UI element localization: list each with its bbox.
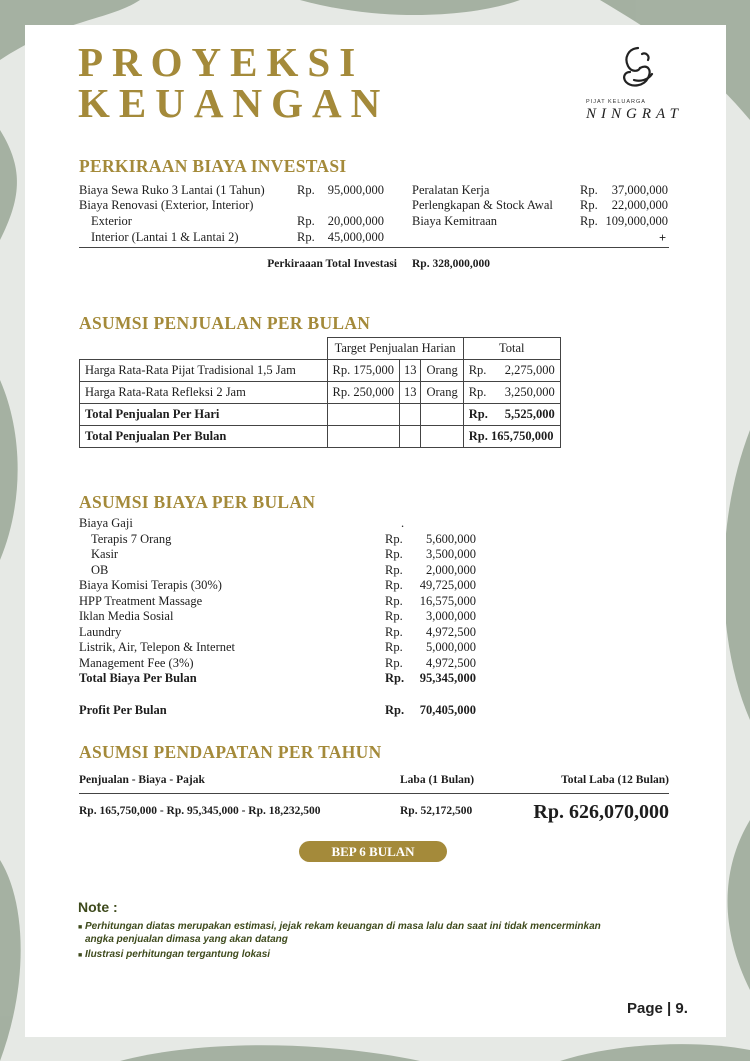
- page-number: Page | 9.: [627, 1000, 688, 1017]
- brand-name: NINGRAT: [586, 106, 683, 122]
- row-unit: Orang: [421, 382, 463, 404]
- costs-heading: ASUMSI BIAYA PER BULAN: [79, 492, 316, 512]
- target-header: Target Penjualan Harian: [327, 338, 463, 360]
- row-total-value: 3,250,000: [504, 385, 555, 399]
- income-yearly: Rp. 626,070,000: [533, 801, 669, 823]
- inv-amount: 109,000,000: [605, 214, 668, 228]
- inv-cur: Rp.: [580, 198, 598, 212]
- cost-currency: Rp.: [385, 531, 403, 546]
- investment-left-row-1: [79, 183, 265, 199]
- table-row: [80, 360, 561, 382]
- row-price: Rp. 250,000: [327, 382, 399, 404]
- investment-heading: PERKIRAAN BIAYA INVESTASI: [79, 156, 347, 176]
- row-unit: Orang: [421, 360, 463, 382]
- cost-currency: Rp.: [385, 624, 403, 639]
- per-day-total: [463, 404, 560, 426]
- cost-amount: 95,345,000: [419, 671, 476, 685]
- title-line-1: PROYEKSI: [78, 39, 365, 85]
- inv-label: Peralatan Kerja: [412, 183, 490, 197]
- row-qty: 13: [399, 382, 421, 404]
- cost-label: Laundry: [79, 624, 122, 639]
- cost-label: Biaya Gaji: [79, 516, 133, 530]
- note-heading: Note :: [78, 899, 118, 915]
- ningrat-logo-icon: [618, 44, 662, 96]
- inv-amount: 20,000,000: [327, 214, 384, 228]
- per-day-value: 5,525,000: [504, 407, 555, 421]
- row-label: Harga Rata-Rata Refleksi 2 Jam: [80, 382, 328, 404]
- inv-label: Perlengkapan & Stock Awal: [412, 198, 553, 212]
- per-day-label: Total Penjualan Per Hari: [80, 404, 328, 426]
- title-line-2: KEUANGAN: [78, 80, 390, 126]
- investment-total-label: Perkiraaan Total Investasi: [267, 258, 397, 270]
- inv-cur: Rp.: [580, 183, 598, 197]
- inv-cur: Rp.: [580, 214, 598, 228]
- cost-amount: 3,500,000: [426, 547, 476, 561]
- cost-amount: 16,575,000: [419, 593, 476, 608]
- cost-amount: 2,000,000: [426, 562, 476, 577]
- cost-amount: 49,725,000: [419, 578, 476, 592]
- income-col-monthly: Laba (1 Bulan): [400, 774, 475, 786]
- row-label: Harga Rata-Rata Pijat Tradisional 1,5 Jam: [80, 360, 328, 382]
- per-month-label: Total Penjualan Per Bulan: [80, 426, 328, 448]
- note-text: Ilustrasi perhitungan tergantung lokasi: [85, 949, 271, 960]
- inv-label: Biaya Sewa Ruko 3 Lantai (1 Tahun): [79, 183, 265, 197]
- profit-cur: Rp.: [385, 703, 405, 717]
- cost-label: Kasir: [91, 547, 119, 561]
- cost-amount: 4,972,500: [426, 655, 476, 670]
- cost-amount: 3,000,000: [426, 609, 476, 623]
- cost-currency: Rp.: [385, 562, 403, 577]
- per-month-value: Rp. 165,750,000: [463, 426, 560, 448]
- cost-label: Terapis 7 Orang: [91, 531, 172, 546]
- inv-label: Biaya Renovasi (Exterior, Interior): [79, 198, 254, 212]
- inv-label: Exterior: [91, 214, 132, 228]
- investment-total-value: Rp. 328,000,000: [412, 258, 490, 270]
- income-formula: Rp. 165,750,000 - Rp. 95,345,000 - Rp. 18,232,500: [79, 805, 321, 817]
- note-item-1: [78, 921, 601, 946]
- income-col-formula: Penjualan - Biaya - Pajak: [79, 774, 205, 786]
- per-day-cur: Rp.: [468, 407, 488, 421]
- total-header: Total: [463, 338, 560, 360]
- row-price: Rp. 175,000: [327, 360, 399, 382]
- cost-label: HPP Treatment Massage: [79, 593, 203, 608]
- inv-label: Biaya Kemitraan: [412, 214, 498, 228]
- income-col-yearly: Total Laba (12 Bulan): [561, 774, 669, 786]
- cost-label: Listrik, Air, Telepon & Internet: [79, 640, 235, 654]
- note-item-2: [78, 949, 270, 962]
- sales-heading: ASUMSI PENJUALAN PER BULAN: [79, 313, 371, 333]
- bullet-icon: ■: [78, 924, 83, 931]
- row-cur: Rp.: [468, 385, 487, 399]
- cost-label: Management Fee (3%): [79, 655, 194, 670]
- bullet-icon: ■: [78, 952, 83, 959]
- inv-cur: Rp.: [297, 183, 315, 197]
- cost-currency: Rp.: [385, 671, 405, 685]
- profit-label: Profit Per Bulan: [79, 703, 167, 717]
- dot-mark: .: [401, 516, 405, 530]
- sales-table: [79, 337, 561, 448]
- table-row: [80, 404, 561, 426]
- row-total: [463, 382, 560, 404]
- cost-currency: Rp.: [385, 655, 403, 670]
- table-row: [80, 338, 561, 360]
- row-qty: 13: [399, 360, 421, 382]
- inv-amount: 37,000,000: [611, 183, 668, 197]
- income-rule: [79, 793, 669, 794]
- profit-value: 70,405,000: [419, 703, 476, 717]
- plus-sign: +: [659, 231, 667, 245]
- bep-badge: BEP 6 BULAN: [299, 841, 447, 862]
- note-text: angka penjualan dimasa yang akan datang: [85, 934, 288, 945]
- inv-amount: 95,000,000: [327, 183, 384, 197]
- inv-label: Interior (Lantai 1 & Lantai 2): [91, 230, 239, 244]
- inv-cur: Rp.: [297, 214, 315, 228]
- cost-currency: Rp.: [385, 609, 403, 623]
- sum-rule: [79, 247, 669, 248]
- cost-label: Total Biaya Per Bulan: [79, 671, 197, 685]
- inv-amount: 45,000,000: [327, 230, 384, 244]
- note-text: Perhitungan diatas merupakan estimasi, jejak rekam keuangan di masa lalu dan saat ini tidak mencerminkan: [85, 921, 601, 932]
- table-row: [80, 382, 561, 404]
- cost-currency: Rp.: [385, 640, 403, 654]
- income-monthly: Rp. 52,172,500: [400, 805, 473, 817]
- cost-label: OB: [91, 562, 109, 577]
- brand-tagline: PIJAT KELUARGA: [586, 99, 646, 105]
- row-total: [463, 360, 560, 382]
- cost-amount: 5,000,000: [426, 640, 476, 654]
- inv-cur: Rp.: [297, 230, 315, 244]
- page-title: [78, 39, 390, 126]
- cost-label: Biaya Komisi Terapis (30%): [79, 578, 222, 592]
- inv-amount: 22,000,000: [611, 198, 668, 212]
- row-cur: Rp.: [468, 363, 487, 377]
- cost-currency: Rp.: [385, 578, 403, 592]
- cost-currency: Rp.: [385, 547, 403, 561]
- cost-label: Iklan Media Sosial: [79, 609, 174, 623]
- cost-amount: 5,600,000: [426, 531, 476, 546]
- cost-amount: 4,972,500: [426, 624, 476, 639]
- row-total-value: 2,275,000: [504, 363, 555, 377]
- income-heading: ASUMSI PENDAPATAN PER TAHUN: [79, 742, 382, 762]
- table-row: [80, 426, 561, 448]
- cost-currency: Rp.: [385, 593, 403, 608]
